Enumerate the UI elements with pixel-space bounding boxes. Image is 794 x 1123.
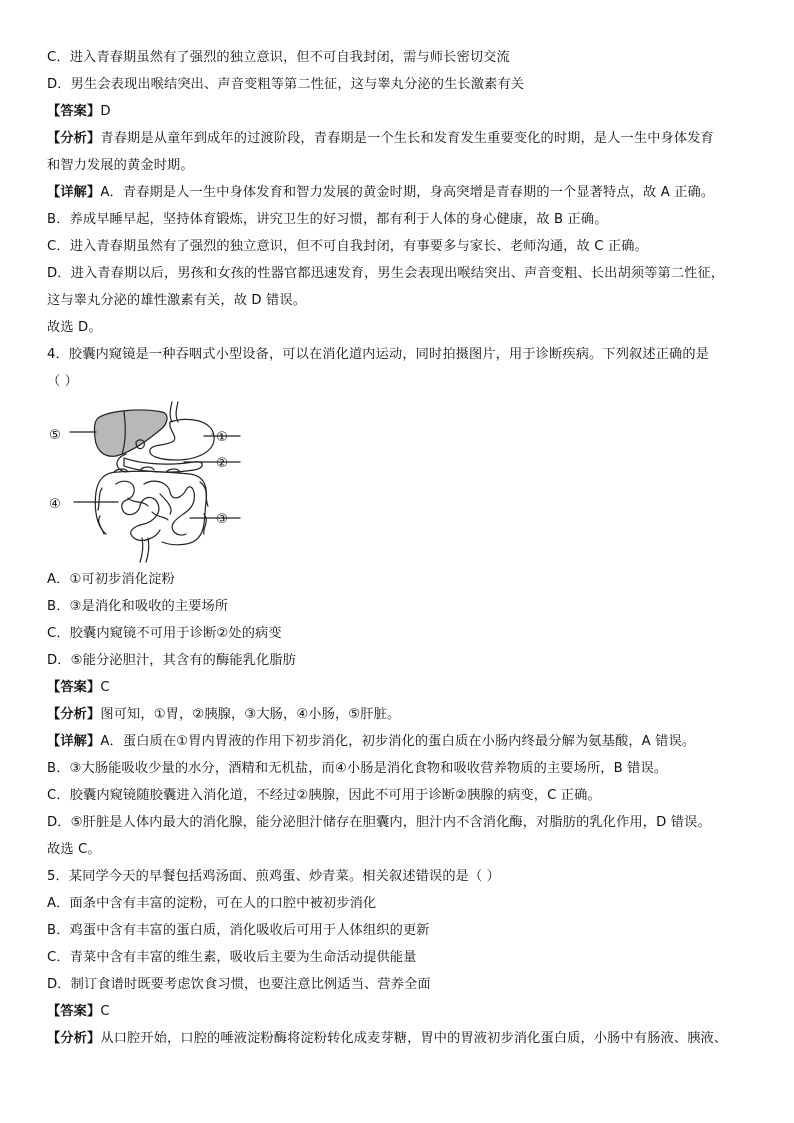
digestive-system-diagram [44,398,244,564]
small-intestine-shape [116,481,160,540]
q5-analysis [47,1029,727,1049]
q5-option-d: D．制订食谱时既要考虑饮食习惯，也要注意比例适当、营养全面 [47,977,431,992]
answer-value: C [100,1004,110,1019]
q4-answer [47,678,110,698]
q5-option-a: A．面条中含有丰富的淀粉，可在人的口腔中被初步消化 [47,896,377,911]
q4-option-c: C．胶囊内窥镜不可用于诊断②处的病变 [47,626,282,641]
diagram-label-5: ⑤ [49,428,61,443]
diagram-label-2: ② [216,456,228,471]
q3-option-c: C．进入青春期虽然有了强烈的独立意识，但不可自我封闭，需与师长密切交流 [47,50,510,65]
q3-detail-c: C．进入青春期虽然有了强烈的独立意识，但不可自我封闭，有事要多与家长、老师沟通，故 C 正确。 [47,239,648,254]
q3-analysis-line-2: 和智力发展的黄金时期。 [47,158,194,173]
q4-conclusion: 故选 C。 [47,842,101,857]
q3-option-d: D．男生会表现出喉结突出、声音变粗等第二性征，这与睾丸分泌的生长激素有关 [47,77,525,92]
q3-analysis-line-1 [47,129,714,149]
detail-text: A．青春期是人一生中身体发育和智力发展的黄金时期，身高突增是青春期的一个显著特点，故 A 正确。 [100,185,715,200]
analysis-text: 青春期是从童年到成年的过渡阶段，青春期是一个生长和发育发生重要变化的时期，是人一生中身体发育 [100,131,714,146]
q3-detail-a [47,183,714,203]
q4-detail-c: C．胶囊内窥镜随胶囊进入消化道，不经过②胰腺，因此不可用于诊断②胰腺的病变，C 正确。 [47,788,601,803]
q4-stem-line-2: （ ） [47,374,79,389]
analysis-tag: 【分析】 [47,1031,101,1046]
q4-detail-d: D．⑤肝脏是人体内最大的消化腺，能分泌胆汁储存在胆囊内，胆汁内不含消化酶，对脂肪的乳化作用，D 错误。 [47,815,711,830]
diagram-label-3: ③ [216,512,228,527]
q5-stem: 5．某同学今天的早餐包括鸡汤面、煎鸡蛋、炒青菜。相关叙述错误的是（ ） [47,869,501,884]
q4-option-b: B．③是消化和吸收的主要场所 [47,599,229,614]
analysis-tag: 【分析】 [47,131,101,146]
analysis-tag: 【分析】 [47,707,101,722]
q4-analysis [47,705,400,725]
q5-answer [47,1002,110,1022]
analysis-text: 图可知，①胃，②胰腺，③大肠，④小肠，⑤肝脏。 [100,707,401,722]
q4-detail-b: B．③大肠能吸收少量的水分，酒精和无机盐，而④小肠是消化食物和吸收营养物质的主要场所，B 错误。 [47,761,668,776]
q3-conclusion: 故选 D。 [47,320,102,335]
pancreas-shape [124,458,202,472]
q3-detail-d-line-2: 这与睾丸分泌的雄性激素有关，故 D 错误。 [47,293,307,308]
detail-tag: 【详解】 [47,734,101,749]
answer-value: D [100,104,111,119]
q3-answer [47,102,111,122]
q4-detail-a [47,732,695,752]
q4-option-d: D．⑤能分泌胆汁，其含有的酶能乳化脂肪 [47,653,297,668]
detail-tag: 【详解】 [47,185,101,200]
liver-shape [94,410,167,456]
esophagus-shape [170,402,172,422]
diagram-label-1: ① [216,430,228,445]
answer-value: C [100,680,110,695]
q3-detail-d-line-1: D．进入青春期以后，男孩和女孩的性器官都迅速发育，男生会表现出喉结突出、声音变粗、长出胡须等第二性征， [47,266,725,281]
q3-detail-b: B．养成早睡早起，坚持体育锻炼，讲究卫生的好习惯，都有利于人体的身心健康，故 B 正确。 [47,212,608,227]
q4-stem-line-1: 4．胶囊内窥镜是一种吞咽式小型设备，可以在消化道内运动，同时拍摄图片，用于诊断疾病。下列叙述正确的是 [47,347,710,362]
q5-option-b: B．鸡蛋中含有丰富的蛋白质，消化吸收后可用于人体组织的更新 [47,923,430,938]
answer-tag: 【答案】 [47,680,101,695]
rectum-shape [140,538,143,562]
answer-tag: 【答案】 [47,1004,101,1019]
diagram-label-4: ④ [49,497,61,512]
answer-tag: 【答案】 [47,104,101,119]
q4-option-a: A．①可初步消化淀粉 [47,572,175,587]
analysis-text: 从口腔开始，口腔的唾液淀粉酶将淀粉转化成麦芽糖，胃中的胃液初步消化蛋白质，小肠中有肠液、胰液、 [100,1031,728,1046]
detail-text: A．蛋白质在①胃内胃液的作用下初步消化，初步消化的蛋白质在小肠内终最分解为氨基酸，A 错误。 [100,734,696,749]
q5-option-c: C．青菜中含有丰富的维生素，吸收后主要为生命活动提供能量 [47,950,417,965]
